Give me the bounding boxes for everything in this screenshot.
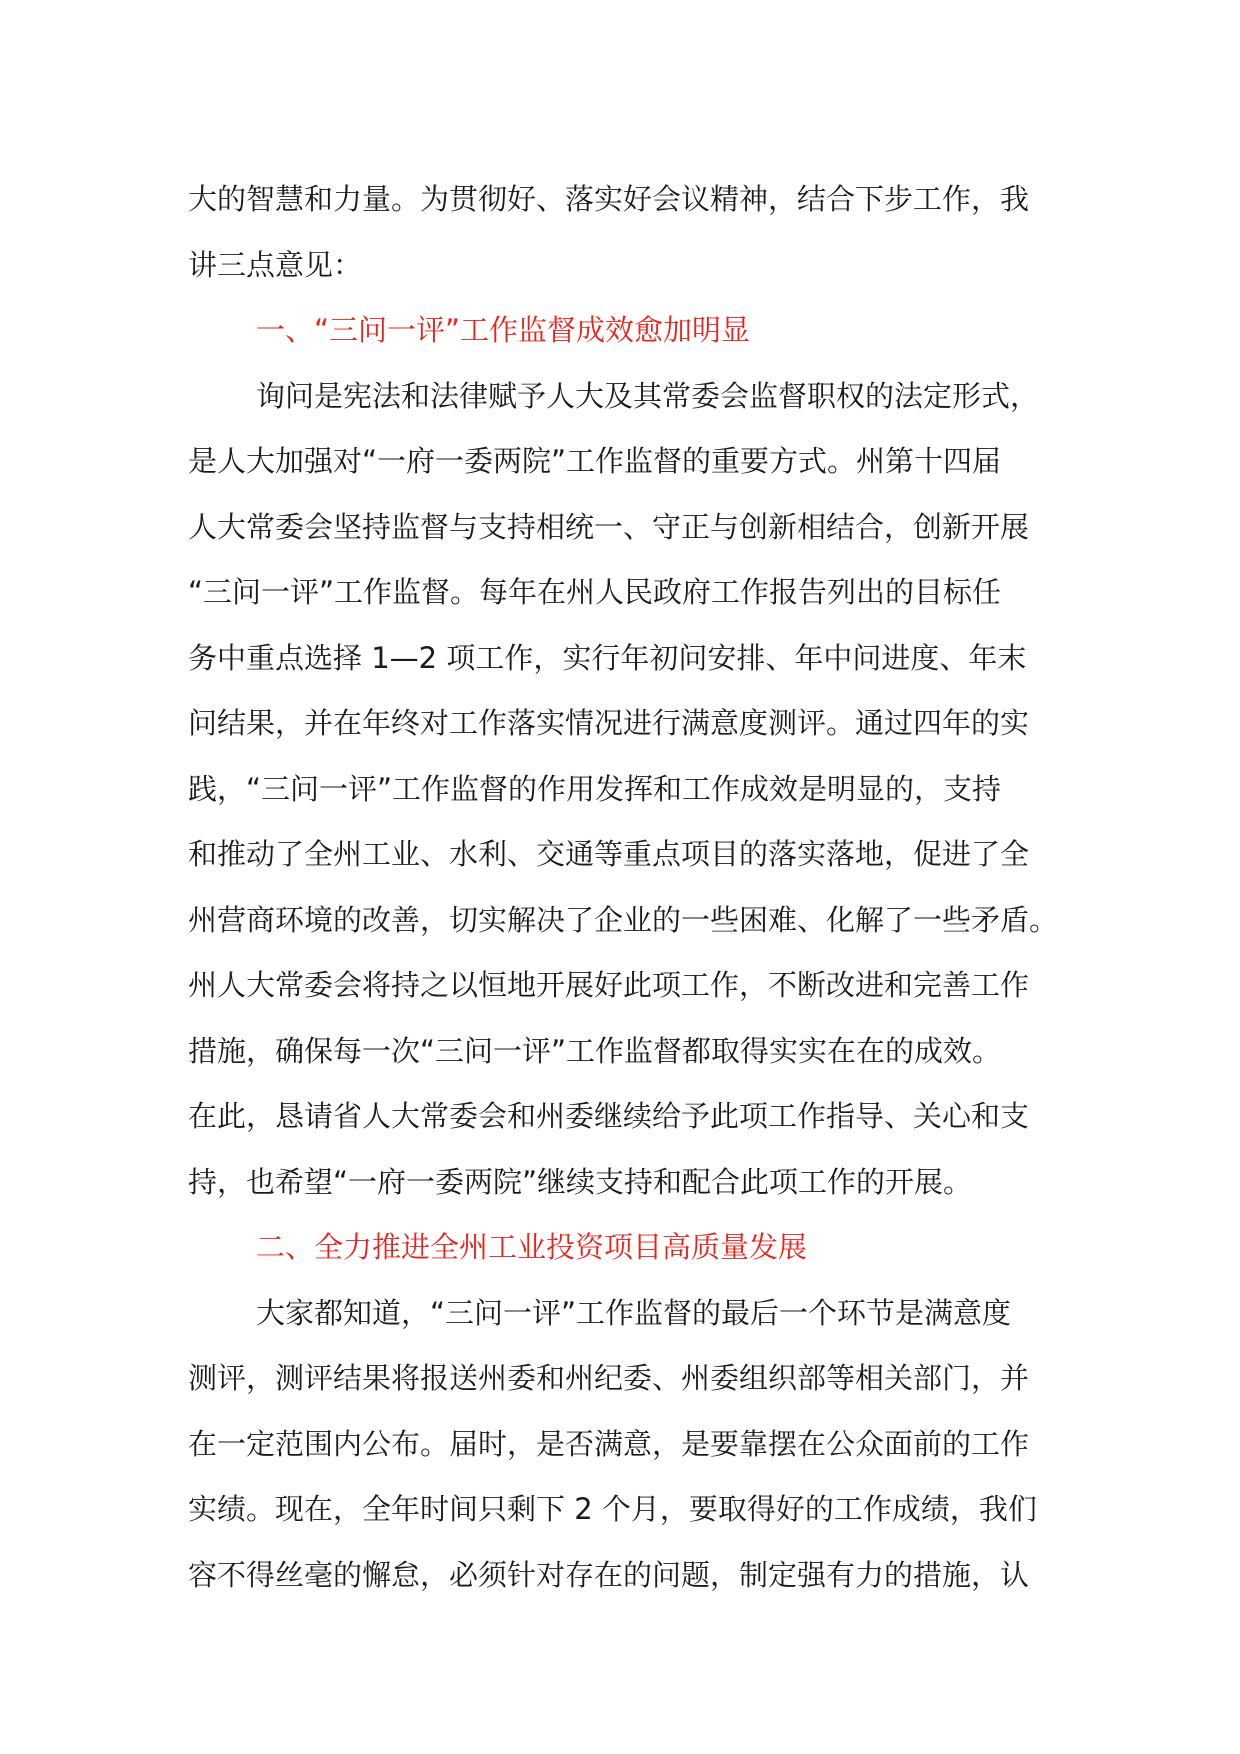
text-line: 州营商环境的改善，切实解决了企业的一些困难、化解了一些矛盾。 [188,902,1059,937]
document-body [188,167,1058,1608]
section-heading-1: 一、“三问一评”工作监督成效愈加明显 [256,313,751,347]
section-heading-2: 二、全力推进全州工业投资项目高质量发展 [256,1230,808,1264]
text-line: 测评，测评结果将报送州委和州纪委、州委组织部等相关部门，并 [188,1361,1030,1395]
text-line: “三问一评”工作监督。每年在州人民政府工作报告列出的目标任 [188,575,1002,609]
text-line: 措施，确保每一次“三问一评”工作监督都取得实实在在的成效。 [188,1033,1002,1068]
text-line: 践，“三问一评”工作监督的作用发挥和工作成效是明显的，支持 [188,771,1002,806]
text-line: 在一定范围内公布。届时，是否满意，是要靠摆在公众面前的工作 [188,1426,1030,1461]
text-line: 州人大常委会将持之以恒地开展好此项工作，不断改进和完善工作 [188,968,1030,1002]
text-line: 和推动了全州工业、水利、交通等重点项目的落实落地，促进了全 [188,837,1030,871]
text-line: 在此，恳请省人大常委会和州委继续给予此项工作指导、关心和支 [188,1099,1030,1133]
text-line: 讲三点意见： [188,247,363,282]
paragraph-start: 大家都知道，“三问一评”工作监督的最后一个环节是满意度 [256,1295,1012,1330]
text-line: 问结果，并在年终对工作落实情况进行满意度测评。通过四年的实 [188,706,1030,740]
text-line: 大的智慧和力量。为贯彻好、落实好会议精神，结合下步工作，我 [188,182,1030,216]
text-line: 实绩。现在，全年时间只剩下 2 个月，要取得好的工作成绩，我们 [188,1492,1037,1526]
text-line: 持，也希望“一府一委两院”继续支持和配合此项工作的开展。 [188,1164,973,1199]
paragraph-start: 询问是宪法和法律赋予人大及其常委会监督职权的法定形式， [256,378,1040,413]
text-line: 人大常委会坚持监督与支持相统一、守正与创新相结合，创新开展 [188,509,1030,544]
text-line: 务中重点选择 1—2 项工作，实行年初问安排、年中问进度、年末 [188,640,1027,675]
text-line: 容不得丝毫的懈怠，必须针对存在的问题，制定强有力的措施，认 [188,1557,1030,1592]
text-line: 是人大加强对“一府一委两院”工作监督的重要方式。州第十四届 [188,444,1002,478]
